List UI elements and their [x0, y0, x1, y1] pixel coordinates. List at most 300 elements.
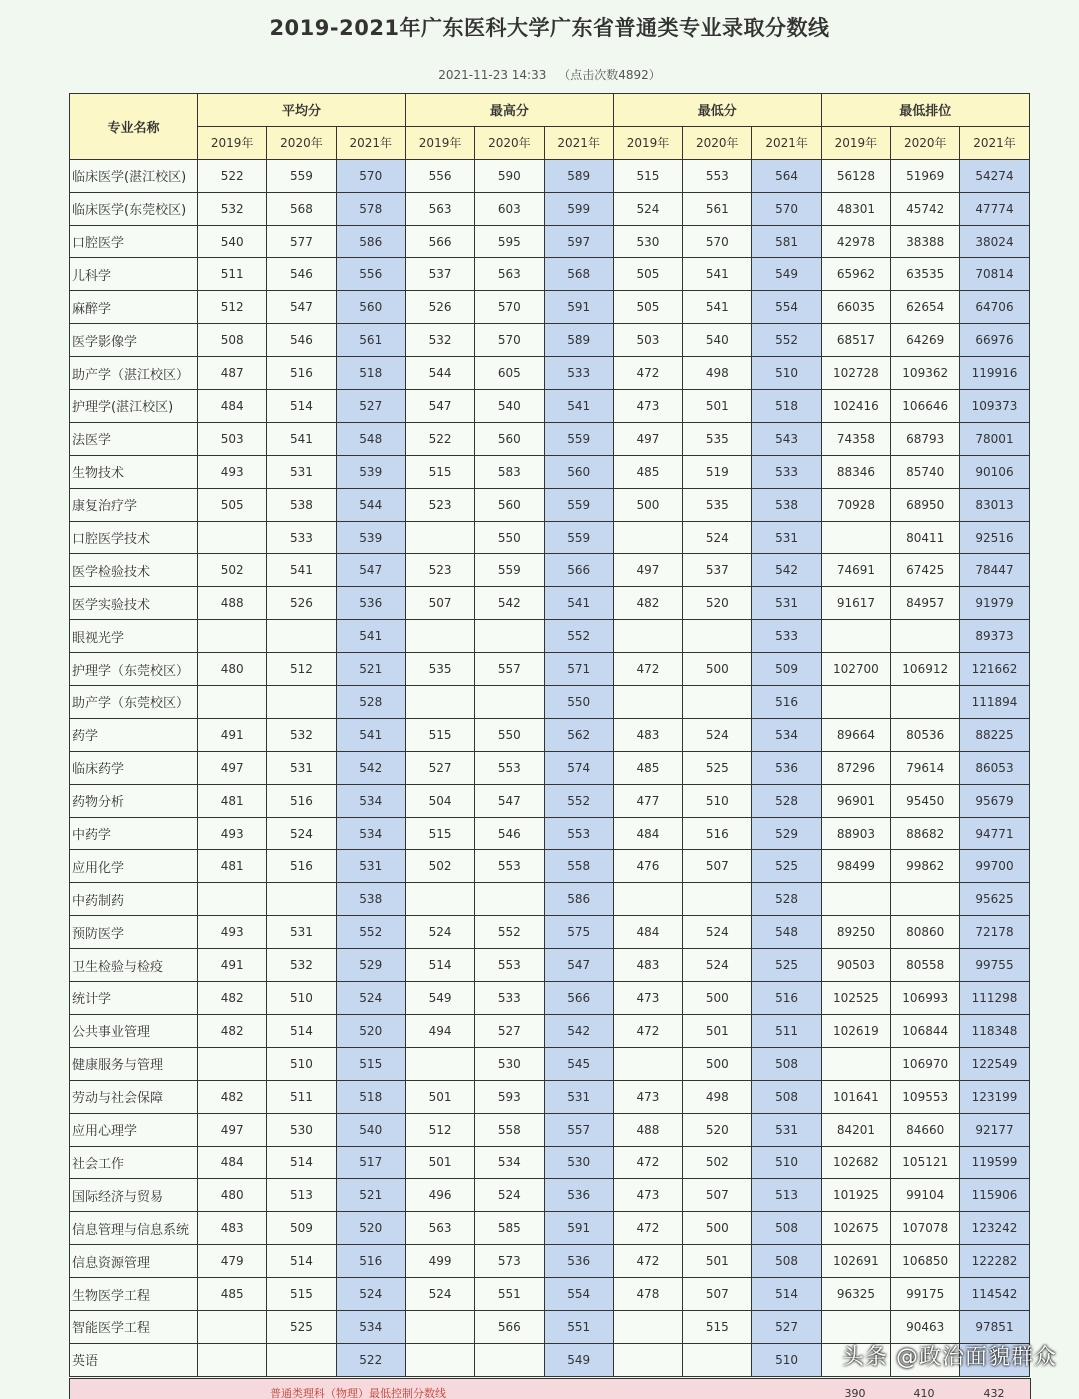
score-cell: 562: [544, 718, 613, 751]
score-cell: 508: [752, 1212, 821, 1245]
score-cell: 68793: [891, 422, 960, 455]
score-cell: 531: [267, 455, 336, 488]
score-cell: 92177: [960, 1113, 1029, 1146]
table-row: [70, 653, 1030, 686]
year-header-row: [70, 126, 1030, 159]
score-cell: 563: [475, 258, 544, 291]
score-cell: [613, 686, 682, 719]
score-cell: 547: [405, 390, 474, 423]
score-cell: 603: [475, 192, 544, 225]
score-cell: 42978: [821, 225, 890, 258]
score-cell: 527: [336, 390, 405, 423]
score-cell: 102691: [821, 1245, 890, 1278]
major-name-cell: 眼视光学: [70, 620, 198, 653]
score-cell: 575: [544, 916, 613, 949]
score-cell: [405, 1310, 474, 1343]
score-cell: 531: [752, 521, 821, 554]
score-cell: 559: [475, 554, 544, 587]
score-cell: 111894: [960, 686, 1029, 719]
score-cell: 548: [752, 916, 821, 949]
score-cell: 478: [613, 1278, 682, 1311]
score-cell: 502: [405, 850, 474, 883]
score-cell: 480: [198, 1179, 267, 1212]
major-name-cell: 临床药学: [70, 751, 198, 784]
score-cell: 528: [336, 686, 405, 719]
score-cell: 520: [683, 587, 752, 620]
score-cell: 524: [336, 1278, 405, 1311]
score-cell: [198, 1343, 267, 1376]
score-cell: 531: [544, 1080, 613, 1113]
score-cell: 520: [336, 1212, 405, 1245]
major-name-cell: 医学实验技术: [70, 587, 198, 620]
score-cell: 533: [752, 455, 821, 488]
score-cell: 566: [544, 554, 613, 587]
score-cell: 111298: [960, 982, 1029, 1015]
score-cell: 504: [405, 784, 474, 817]
score-cell: 548: [336, 422, 405, 455]
score-cell: 511: [267, 1080, 336, 1113]
score-cell: 540: [475, 390, 544, 423]
score-cell: 564: [752, 159, 821, 192]
score-cell: 484: [613, 817, 682, 850]
score-cell: 497: [198, 751, 267, 784]
score-cell: 89664: [821, 718, 890, 751]
score-cell: [683, 686, 752, 719]
score-cell: 500: [683, 1047, 752, 1080]
table-row: [70, 1014, 1030, 1047]
score-cell: 507: [405, 587, 474, 620]
score-cell: 92516: [960, 521, 1029, 554]
score-cell: 119916: [960, 357, 1029, 390]
score-cell: 508: [198, 324, 267, 357]
score-cell: 109362: [891, 357, 960, 390]
score-cell: 524: [683, 718, 752, 751]
score-cell: 513: [752, 1179, 821, 1212]
score-cell: 119599: [960, 1146, 1029, 1179]
score-cell: 541: [544, 390, 613, 423]
score-cell: 498: [683, 1080, 752, 1113]
score-cell: 568: [544, 258, 613, 291]
score-cell: 549: [544, 1343, 613, 1376]
score-cell: [891, 686, 960, 719]
table-body: [70, 159, 1030, 1376]
score-cell: 514: [405, 949, 474, 982]
score-cell: 473: [613, 1179, 682, 1212]
score-cell: 106993: [891, 982, 960, 1015]
score-cell: 118348: [960, 1014, 1029, 1047]
major-name-cell: 护理学（东莞校区）: [70, 653, 198, 686]
score-cell: 540: [198, 225, 267, 258]
score-cell: 542: [752, 554, 821, 587]
score-cell: [613, 521, 682, 554]
score-cell: 525: [267, 1310, 336, 1343]
table-row: [70, 225, 1030, 258]
score-cell: 95450: [891, 784, 960, 817]
score-cell: 516: [752, 982, 821, 1015]
score-cell: 597: [544, 225, 613, 258]
score-cell: 499: [405, 1245, 474, 1278]
score-cell: 80411: [891, 521, 960, 554]
score-cell: 84660: [891, 1113, 960, 1146]
score-cell: [683, 883, 752, 916]
table-row: [70, 291, 1030, 324]
score-cell: 515: [613, 159, 682, 192]
major-name-cell: 智能医学工程: [70, 1310, 198, 1343]
score-cell: 553: [475, 949, 544, 982]
score-cell: [613, 1310, 682, 1343]
score-cell: 566: [475, 1310, 544, 1343]
score-cell: 591: [544, 291, 613, 324]
score-cell: [198, 521, 267, 554]
score-cell: 483: [198, 1212, 267, 1245]
score-cell: [198, 1310, 267, 1343]
score-cell: 522: [405, 422, 474, 455]
score-cell: 472: [613, 1212, 682, 1245]
major-name-cell: 公共事业管理: [70, 1014, 198, 1047]
group-header-average: 平均分: [198, 94, 406, 127]
major-name-cell: 应用心理学: [70, 1113, 198, 1146]
score-cell: 88225: [960, 718, 1029, 751]
score-cell: [198, 883, 267, 916]
score-cell: 570: [683, 225, 752, 258]
score-cell: 502: [683, 1146, 752, 1179]
score-cell: 503: [198, 422, 267, 455]
score-cell: 559: [544, 488, 613, 521]
score-cell: 530: [544, 1146, 613, 1179]
score-cell: [821, 686, 890, 719]
score-cell: [683, 1343, 752, 1376]
control-line-2019: 390: [844, 1387, 866, 1399]
score-cell: 66976: [960, 324, 1029, 357]
score-cell: 514: [752, 1278, 821, 1311]
score-cell: 481: [198, 784, 267, 817]
score-cell: 86053: [960, 751, 1029, 784]
score-cell: 534: [336, 784, 405, 817]
score-cell: 473: [613, 982, 682, 1015]
score-cell: 593: [475, 1080, 544, 1113]
score-cell: 524: [683, 916, 752, 949]
score-cell: 109553: [891, 1080, 960, 1113]
score-cell: 505: [613, 258, 682, 291]
major-name-cell: 临床医学(湛江校区): [70, 159, 198, 192]
score-cell: 586: [336, 225, 405, 258]
score-cell: 532: [198, 192, 267, 225]
score-cell: 501: [683, 1245, 752, 1278]
score-cell: 551: [475, 1278, 544, 1311]
score-cell: 114542: [960, 1278, 1029, 1311]
score-cell: 542: [336, 751, 405, 784]
score-cell: 535: [683, 422, 752, 455]
score-cell: [405, 1047, 474, 1080]
score-cell: 541: [683, 258, 752, 291]
major-name-cell: 信息资源管理: [70, 1245, 198, 1278]
score-cell: 90463: [891, 1310, 960, 1343]
score-cell: 74691: [821, 554, 890, 587]
score-cell: 493: [198, 916, 267, 949]
score-cell: [267, 883, 336, 916]
score-cell: 494: [405, 1014, 474, 1047]
page-title: 2019-2021年广东医科大学广东省普通类专业录取分数线: [269, 16, 830, 40]
score-cell: 585: [475, 1212, 544, 1245]
score-cell: 533: [752, 620, 821, 653]
table-row: [70, 686, 1030, 719]
score-cell: [405, 686, 474, 719]
score-cell: 95679: [960, 784, 1029, 817]
table-row: [70, 620, 1030, 653]
score-cell: 106912: [891, 653, 960, 686]
score-cell: 123242: [960, 1212, 1029, 1245]
score-cell: 524: [475, 1179, 544, 1212]
year-header: 2020年: [891, 126, 960, 159]
table-row: [70, 422, 1030, 455]
score-cell: 515: [405, 455, 474, 488]
group-header-lowest: 最低分: [613, 94, 821, 127]
score-cell: 65962: [821, 258, 890, 291]
score-cell: 507: [683, 1278, 752, 1311]
major-name-cell: 英语: [70, 1343, 198, 1376]
score-cell: [267, 686, 336, 719]
table-row: [70, 1245, 1030, 1278]
score-cell: 102728: [821, 357, 890, 390]
score-cell: 519: [683, 455, 752, 488]
table-row: [70, 1146, 1030, 1179]
score-cell: 509: [752, 653, 821, 686]
score-cell: 510: [683, 784, 752, 817]
score-cell: 591: [544, 1212, 613, 1245]
score-cell: 90503: [821, 949, 890, 982]
score-cell: 507: [683, 850, 752, 883]
score-cell: 571: [544, 653, 613, 686]
score-cell: 109373: [960, 390, 1029, 423]
score-cell: 532: [267, 718, 336, 751]
score-cell: [475, 1343, 544, 1376]
score-cell: 106844: [891, 1014, 960, 1047]
score-cell: 590: [475, 159, 544, 192]
score-cell: 570: [752, 192, 821, 225]
major-name-cell: 药物分析: [70, 784, 198, 817]
score-cell: 541: [336, 620, 405, 653]
score-cell: 68517: [821, 324, 890, 357]
score-cell: 480: [198, 653, 267, 686]
score-cell: 560: [475, 422, 544, 455]
score-cell: 586: [544, 883, 613, 916]
score-cell: 561: [336, 324, 405, 357]
year-header: 2021年: [960, 126, 1029, 159]
score-cell: 515: [405, 817, 474, 850]
score-cell: 515: [683, 1310, 752, 1343]
score-cell: 510: [752, 1146, 821, 1179]
score-cell: 560: [544, 455, 613, 488]
score-cell: [405, 620, 474, 653]
score-cell: 508: [752, 1245, 821, 1278]
score-cell: 546: [267, 258, 336, 291]
score-cell: 532: [267, 949, 336, 982]
year-header: 2019年: [405, 126, 474, 159]
score-cell: 54274: [960, 159, 1029, 192]
score-cell: 122282: [960, 1245, 1029, 1278]
major-name-cell: 生物医学工程: [70, 1278, 198, 1311]
score-cell: 535: [683, 488, 752, 521]
score-cell: 64269: [891, 324, 960, 357]
score-cell: 102619: [821, 1014, 890, 1047]
score-cell: 534: [752, 718, 821, 751]
score-cell: 539: [336, 521, 405, 554]
score-cell: 558: [475, 1113, 544, 1146]
major-name-cell: 助产学（东莞校区）: [70, 686, 198, 719]
score-cell: 508: [752, 1080, 821, 1113]
score-cell: 509: [267, 1212, 336, 1245]
score-cell: 96325: [821, 1278, 890, 1311]
score-cell: 500: [683, 653, 752, 686]
score-cell: 476: [613, 850, 682, 883]
table-row: [70, 1047, 1030, 1080]
score-cell: [821, 620, 890, 653]
score-cell: 483: [613, 949, 682, 982]
score-cell: 526: [405, 291, 474, 324]
score-cell: 472: [613, 1014, 682, 1047]
table-row: [70, 883, 1030, 916]
score-cell: 574: [544, 751, 613, 784]
score-cell: 514: [267, 1245, 336, 1278]
major-name-cell: 康复治疗学: [70, 488, 198, 521]
score-cell: 99700: [960, 850, 1029, 883]
score-cell: 514: [267, 1014, 336, 1047]
score-cell: 497: [198, 1113, 267, 1146]
score-cell: 99862: [891, 850, 960, 883]
score-cell: 539: [336, 455, 405, 488]
score-cell: 98499: [821, 850, 890, 883]
score-cell: 556: [405, 159, 474, 192]
score-cell: 530: [613, 225, 682, 258]
score-cell: 511: [198, 258, 267, 291]
score-cell: 121662: [960, 653, 1029, 686]
score-cell: 518: [752, 390, 821, 423]
score-cell: 550: [544, 686, 613, 719]
score-cell: [198, 620, 267, 653]
table-row: [70, 324, 1030, 357]
score-cell: 578: [336, 192, 405, 225]
score-cell: 122549: [960, 1047, 1029, 1080]
score-cell: 472: [613, 357, 682, 390]
score-cell: 97851: [960, 1310, 1029, 1343]
major-name-cell: 卫生检验与检疫: [70, 949, 198, 982]
score-cell: 547: [475, 784, 544, 817]
score-cell: 487: [198, 357, 267, 390]
year-header: 2021年: [336, 126, 405, 159]
major-name-cell: 助产学（湛江校区）: [70, 357, 198, 390]
score-cell: 528: [752, 784, 821, 817]
score-cell: 535: [405, 653, 474, 686]
score-cell: 89373: [960, 620, 1029, 653]
score-cell: 99175: [891, 1278, 960, 1311]
score-cell: 524: [405, 1278, 474, 1311]
score-cell: 106850: [891, 1245, 960, 1278]
score-cell: 566: [405, 225, 474, 258]
score-cell: 589: [544, 159, 613, 192]
score-cell: 605: [475, 357, 544, 390]
year-header: 2020年: [683, 126, 752, 159]
score-cell: 514: [267, 1146, 336, 1179]
score-cell: 549: [752, 258, 821, 291]
major-name-cell: 中药学: [70, 817, 198, 850]
major-name-cell: 社会工作: [70, 1146, 198, 1179]
score-cell: 546: [267, 324, 336, 357]
score-cell: 530: [475, 1047, 544, 1080]
year-header: 2021年: [544, 126, 613, 159]
score-cell: 95625: [960, 883, 1029, 916]
score-cell: 482: [198, 982, 267, 1015]
score-cell: 559: [544, 521, 613, 554]
score-cell: 485: [613, 751, 682, 784]
score-cell: 68950: [891, 488, 960, 521]
score-cell: 556: [336, 258, 405, 291]
table-row: [70, 1080, 1030, 1113]
table-row: [70, 357, 1030, 390]
score-cell: 472: [613, 653, 682, 686]
score-cell: [821, 1310, 890, 1343]
score-cell: [267, 620, 336, 653]
score-cell: 534: [336, 1310, 405, 1343]
score-cell: 552: [544, 784, 613, 817]
major-name-cell: 儿科学: [70, 258, 198, 291]
score-cell: [267, 1343, 336, 1376]
table-row: [70, 982, 1030, 1015]
score-cell: 554: [544, 1278, 613, 1311]
score-cell: 551: [544, 1310, 613, 1343]
score-cell: 485: [613, 455, 682, 488]
score-cell: 550: [475, 718, 544, 751]
score-cell: 533: [475, 982, 544, 1015]
score-cell: 48301: [821, 192, 890, 225]
score-cell: 533: [544, 357, 613, 390]
score-cell: 56128: [821, 159, 890, 192]
score-cell: 516: [267, 850, 336, 883]
year-header: 2020年: [267, 126, 336, 159]
score-cell: 503: [613, 324, 682, 357]
major-name-cell: 信息管理与信息系统: [70, 1212, 198, 1245]
score-cell: 47774: [960, 192, 1029, 225]
score-cell: [198, 1047, 267, 1080]
score-cell: 515: [336, 1047, 405, 1080]
score-cell: 553: [544, 817, 613, 850]
score-cell: 78001: [960, 422, 1029, 455]
major-name-cell: 医学检验技术: [70, 554, 198, 587]
score-cell: 523: [405, 554, 474, 587]
score-cell: 525: [683, 751, 752, 784]
score-cell: 101925: [821, 1179, 890, 1212]
score-cell: 520: [336, 1014, 405, 1047]
score-cell: 67425: [891, 554, 960, 587]
score-cell: 536: [544, 1179, 613, 1212]
major-name-cell: 健康服务与管理: [70, 1047, 198, 1080]
score-cell: 537: [683, 554, 752, 587]
score-cell: 570: [336, 159, 405, 192]
score-cell: 502: [198, 554, 267, 587]
group-header-highest: 最高分: [405, 94, 613, 127]
score-cell: 472: [613, 1146, 682, 1179]
score-cell: 559: [267, 159, 336, 192]
table-row: [70, 587, 1030, 620]
score-cell: 66035: [821, 291, 890, 324]
score-cell: 473: [613, 1080, 682, 1113]
score-cell: 599: [544, 192, 613, 225]
major-name-cell: 生物技术: [70, 455, 198, 488]
score-cell: [198, 686, 267, 719]
score-cell: 542: [544, 1014, 613, 1047]
year-header: 2019年: [198, 126, 267, 159]
score-cell: 525: [752, 949, 821, 982]
score-cell: 482: [198, 1014, 267, 1047]
